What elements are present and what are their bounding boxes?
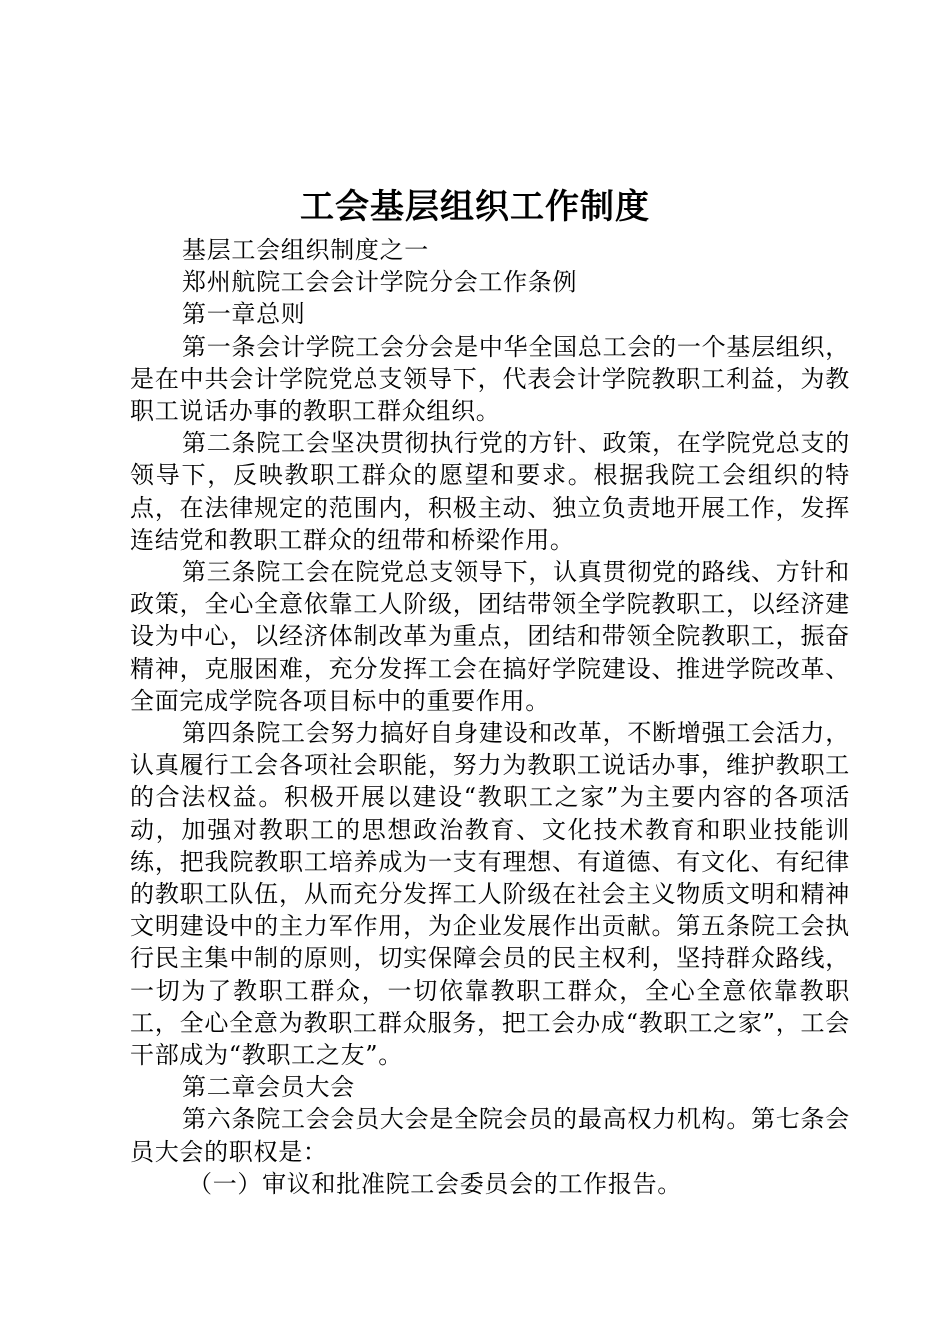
list-item-1: （一）审议和批准院工会委员会的工作报告。 (188, 1169, 682, 1198)
document-body (130, 234, 850, 1200)
subtitle-regulation-name: 郑州航院工会会计学院分会工作条例 (182, 268, 578, 297)
article-2: 第二条院工会坚决贯彻执行党的方针、政策，在学院党总支的领导下，反映教职工群众的愿望和要求。根据我院工会组织的特点，在法律规定的范围内，积极主动、独立负责地开展工作，发挥连结党和教职工群众的纽带和桥梁作用。 (130, 429, 850, 554)
article-3: 第三条院工会在院党总支领导下，认真贯彻党的路线、方针和政策，全心全意依靠工人阶级，团结带领全学院教职工，以经济建设为中心，以经济体制改革为重点，团结和带领全院教职工，振奋精神，克服困难，充分发挥工会在搞好学院建设、推进学院改革、全面完成学院各项目标中的重要作用。 (130, 558, 850, 715)
subtitle-series: 基层工会组织制度之一 (182, 236, 429, 264)
article-4-5: 第四条院工会努力搞好自身建设和改革，不断增强工会活力，认真履行工会各项社会职能，努力为教职工说话办事，维护教职工的合法权益。积极开展以建设“教职工之家”为主要内容的各项活动，加强对教职工的思想政治教育、文化技术教育和职业技能训练，把我院教职工培养成为一支有理想、有道德、有文化、有纪律的教职工队伍，从而充分发挥工人阶级在社会主义物质文明和精神文明建设中的主力军作用，为企业发展作出贡献。第五条院工会执行民主集中制的原则，切实保障会员的民主权利，坚持群众路线，一切为了教职工群众，一切依靠教职工群众，全心全意依靠教职工，全心全意为教职工群众服务，把工会办成“教职工之家”，工会干部成为“教职工之友”。 (130, 719, 850, 1070)
document-title: 工会基层组织工作制度 (300, 187, 650, 227)
chapter-heading-2: 第二章会员大会 (182, 1073, 355, 1102)
chapter-heading-1: 第一章总则 (182, 300, 306, 329)
article-6-7: 第六条院工会会员大会是全院会员的最高权力机构。第七条会员大会的职权是： (130, 1105, 850, 1166)
article-1: 第一条会计学院工会分会是中华全国总工会的一个基层组织，是在中共会计学院党总支领导下，代表会计学院教职工利益，为教职工说话办事的教职工群众组织。 (130, 332, 850, 426)
